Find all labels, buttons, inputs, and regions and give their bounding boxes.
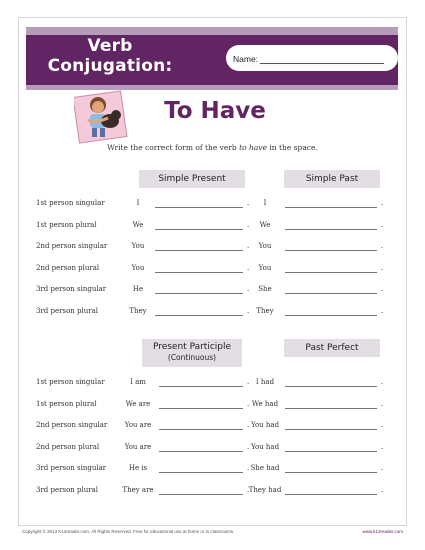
- period: .: [381, 285, 384, 293]
- answer-blank[interactable]: [285, 472, 377, 473]
- period: .: [247, 442, 250, 451]
- pronoun-past: You: [258, 242, 272, 250]
- answer-blank[interactable]: [285, 386, 377, 387]
- period: .: [381, 199, 384, 207]
- name-input-line[interactable]: [260, 63, 384, 64]
- period: .: [247, 399, 250, 408]
- answer-blank[interactable]: [155, 229, 243, 230]
- header-simple-past: Simple Past: [284, 170, 380, 188]
- answer-blank[interactable]: [159, 408, 243, 409]
- pronoun-present: They: [129, 306, 147, 315]
- pronoun-present: You: [131, 242, 145, 250]
- answer-blank[interactable]: [285, 494, 377, 495]
- period: .: [381, 378, 384, 386]
- pronoun-past: They: [256, 306, 274, 315]
- pronoun-past: I: [263, 199, 267, 207]
- period: .: [247, 485, 250, 494]
- answer-blank[interactable]: [155, 207, 243, 208]
- row-label: 3rd person singular: [36, 464, 107, 472]
- banner-title-line1: Verb: [87, 36, 133, 56]
- period: .: [381, 220, 384, 229]
- answer-blank[interactable]: [285, 229, 377, 230]
- period: .: [247, 285, 250, 293]
- period: .: [247, 199, 250, 207]
- period: .: [247, 220, 250, 229]
- footer-site-link[interactable]: www.k12reader.com: [362, 529, 403, 534]
- row-label: 3rd person singular: [36, 285, 107, 293]
- pronoun-past: I had: [255, 378, 275, 386]
- answer-blank[interactable]: [159, 472, 243, 473]
- row-label: 1st person singular: [36, 378, 105, 386]
- answer-blank[interactable]: [285, 293, 377, 294]
- period: .: [381, 399, 384, 408]
- pronoun-present: You are: [124, 421, 152, 429]
- period: .: [381, 263, 384, 272]
- period: .: [381, 442, 384, 451]
- header-present-participle-subtitle: (Continuous): [167, 353, 217, 362]
- pronoun-present: We are: [125, 399, 151, 408]
- pronoun-past: We: [259, 220, 271, 229]
- answer-blank[interactable]: [159, 429, 243, 430]
- answer-blank[interactable]: [159, 494, 243, 495]
- period: .: [381, 464, 384, 472]
- pronoun-present: He: [132, 285, 144, 293]
- row-label: 2nd person singular: [36, 421, 108, 429]
- pronoun-past: You had: [250, 442, 280, 451]
- answer-blank[interactable]: [285, 408, 377, 409]
- period: .: [381, 485, 384, 494]
- banner-title: [40, 36, 180, 76]
- answer-blank[interactable]: [285, 207, 377, 208]
- instructions: [0, 143, 425, 152]
- name-label: Name:: [233, 54, 259, 64]
- answer-blank[interactable]: [285, 451, 377, 452]
- answer-blank[interactable]: [155, 250, 243, 251]
- child-hugging-dog-illustration: [74, 88, 130, 144]
- period: .: [247, 263, 250, 272]
- header-simple-present: Simple Present: [139, 170, 245, 188]
- row-label: 1st person singular: [36, 199, 105, 207]
- row-label: 3rd person plural: [36, 485, 99, 494]
- pronoun-past: You had: [250, 421, 280, 429]
- instruction-verb: to have: [239, 143, 268, 152]
- pronoun-present: They are: [122, 485, 154, 494]
- period: .: [247, 242, 250, 250]
- pronoun-past: You: [258, 263, 272, 272]
- period: .: [381, 242, 384, 250]
- header-past-perfect: Past Perfect: [284, 339, 380, 357]
- row-label: 1st person plural: [36, 399, 97, 408]
- header-present-participle-title: Present Participle: [152, 342, 232, 352]
- period: .: [381, 421, 384, 429]
- answer-blank[interactable]: [159, 386, 243, 387]
- answer-blank[interactable]: [285, 429, 377, 430]
- row-label: 3rd person plural: [36, 306, 99, 315]
- pronoun-past: They had: [248, 485, 282, 494]
- footer-copyright: Copyright © 2013 K12reader.com. All Rights Reserved. Free for educational use at home or in classrooms.: [22, 529, 235, 534]
- period: .: [247, 378, 250, 386]
- banner-title-line2: Conjugation:: [47, 56, 173, 76]
- pronoun-present: I am: [130, 378, 146, 386]
- pronoun-past: We had: [251, 399, 279, 408]
- pronoun-past: She: [258, 285, 272, 293]
- pronoun-present: I: [136, 199, 140, 207]
- period: .: [247, 421, 250, 429]
- row-label: 2nd person plural: [36, 442, 100, 451]
- row-label: 2nd person singular: [36, 242, 108, 250]
- pronoun-present: You are: [124, 442, 152, 451]
- period: .: [247, 306, 250, 315]
- instruction-text-before: Write the correct form of the verb: [107, 143, 240, 152]
- row-label: 1st person plural: [36, 220, 97, 229]
- answer-blank[interactable]: [155, 293, 243, 294]
- period: .: [247, 464, 250, 472]
- pronoun-present: He is: [128, 464, 148, 472]
- answer-blank[interactable]: [155, 315, 243, 316]
- pronoun-present: We: [132, 220, 144, 229]
- top-stripe: [26, 27, 398, 35]
- pronoun-present: You: [131, 263, 145, 272]
- page-title: To Have: [164, 98, 266, 124]
- instruction-text-after: in the space.: [267, 143, 318, 152]
- row-label: 2nd person plural: [36, 263, 100, 272]
- answer-blank[interactable]: [285, 315, 377, 316]
- answer-blank[interactable]: [155, 272, 243, 273]
- header-present-participle: [142, 339, 242, 367]
- answer-blank[interactable]: [285, 250, 377, 251]
- answer-blank[interactable]: [159, 451, 243, 452]
- answer-blank[interactable]: [285, 272, 377, 273]
- pronoun-past: She had: [250, 464, 280, 472]
- period: .: [381, 306, 384, 315]
